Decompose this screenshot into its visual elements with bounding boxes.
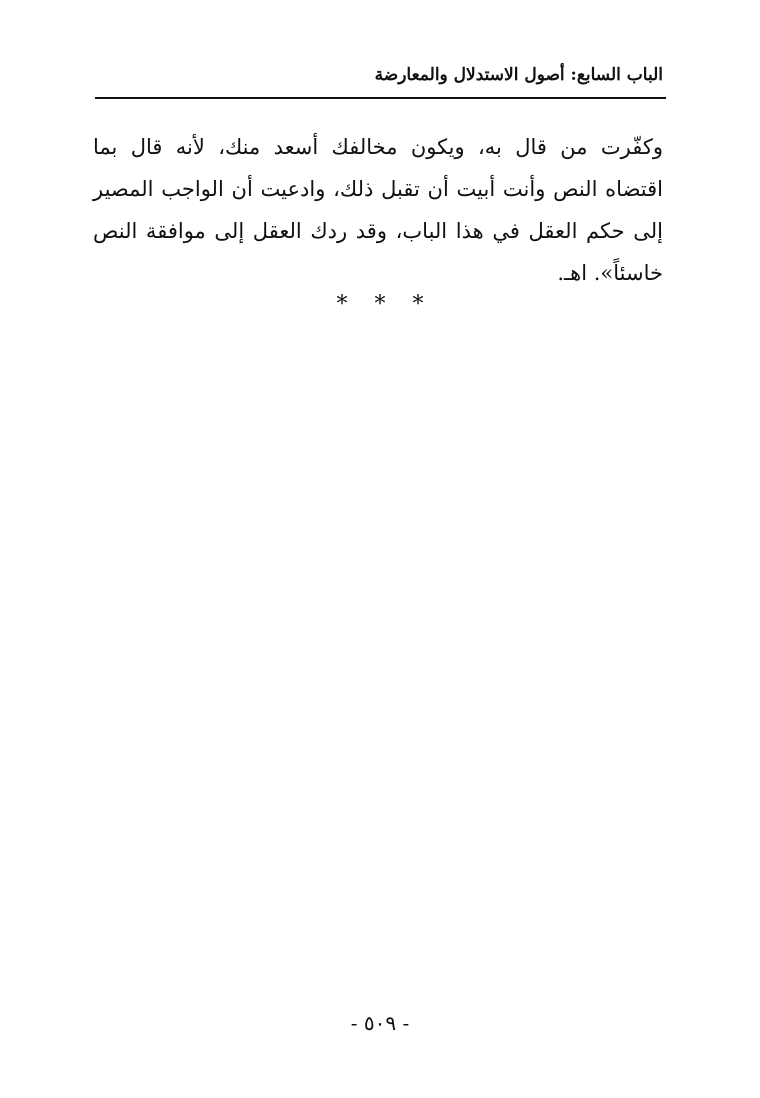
section-separator: * * * bbox=[336, 292, 424, 317]
text-line: إلى حكم العقل في هذا الباب، وقد ردك العقل إلى موافقة النص bbox=[93, 219, 663, 243]
running-header: الباب السابع: أصول الاستدلال والمعارضة bbox=[374, 65, 663, 85]
page-number: - ٥٠٩ - bbox=[350, 1011, 410, 1035]
body-text bbox=[93, 126, 663, 294]
text-line: خاسئاً». اهـ. bbox=[557, 261, 663, 285]
text-line: اقتضاه النص وأنت أبيت أن تقبل ذلك، وادعيت أن الواجب المصير bbox=[93, 177, 663, 201]
header-rule bbox=[95, 97, 666, 99]
text-line: وكفّرت من قال به، ويكون مخالفك أسعد منك، لأنه قال بما bbox=[93, 135, 663, 159]
